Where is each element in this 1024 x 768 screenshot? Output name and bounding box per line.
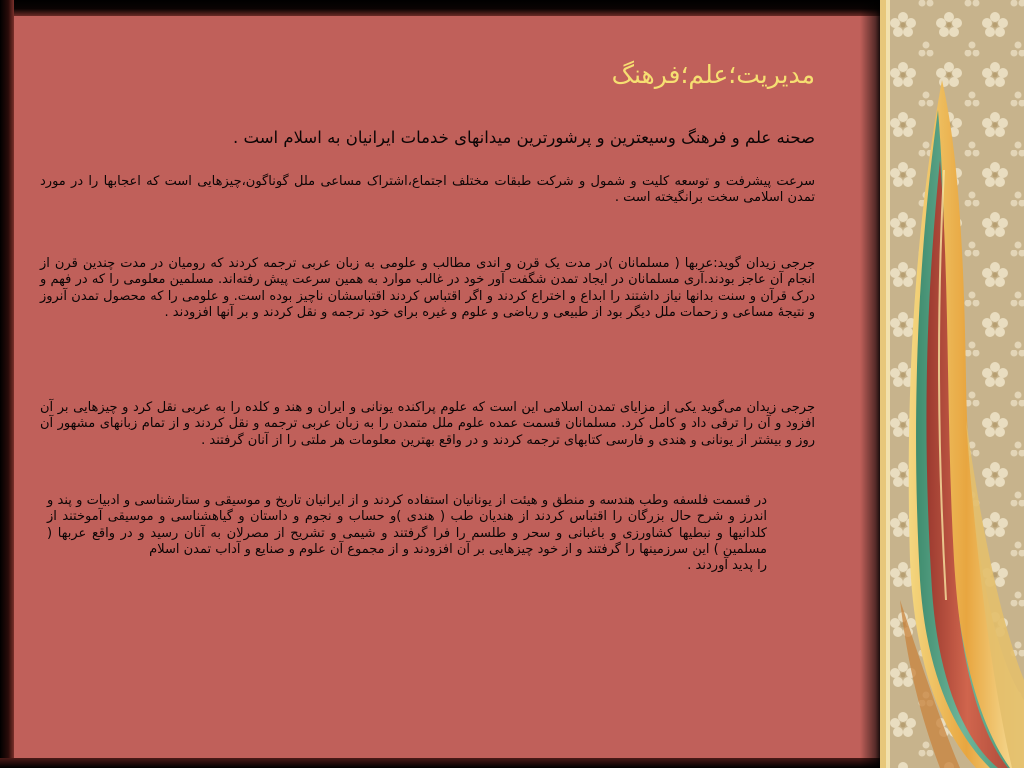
bottom-frame-border (0, 758, 880, 768)
paragraph-3: جرجی زیدان می‌گوید یکی از مزایای تمدن اسلامی این است که علوم پراکنده یونانی و ایران و هند و کلده را به عربی نقل کرد و چیزهایی بر آن افزود و آن را ترقی داد و کامل کرد. مسلمانان قسمت عمده علوم ملل متمدن را به زبان عربی ترجمه و نقل کردند و از تمام زبانهای مشهور آن روز و بیشتر از یونانی و هندی و فارسی کتابهای ترجمه کردند و در واقع بهترین معلومات هر ملتی را از آنان گرفتند . (40, 400, 815, 448)
right-frame-shadow (860, 0, 882, 768)
paragraph-1: سرعت پیشرفت و توسعه کلیت و شمول و شرکت طبقات مختلف اجتماع،اشتراک مساعی ملل گوناگون،چیزهایی است که اعجابها را در مورد تمدن اسلامی سخت برانگیخته است . (40, 174, 815, 206)
slide-title: مدیریت؛علم؛فرهنگ (611, 60, 815, 89)
paragraph-4: در قسمت فلسفه وطب هندسه و منطق و هیئت از یونانیان استفاده کردند و از ایرانیان تاریخ و موسیقی و ستارشناسی و ادبیات و پند و اندرز و شرح حال بزرگان را اقتباس کردند از هندیان طب ( هندی )و حساب و نجوم و داستان و گیاهشناسی و موسیقی آموختند از کلدانیها و نبطیها کشاورزی و باغبانی و سحر و طلسم را فرا گرفتند و شیمی و تشریح از مصرلان به آنان رسید و در واقع عربها ( مسلمین ) این سرزمینها را گرفتند و از خود چیزهایی بر آن افزودند و از مجموع آن علوم و صنایع و آداب تمدن اسلام را پدید آوردند . (47, 493, 767, 574)
decorative-side-panel (880, 0, 1024, 768)
floral-ribbon-decoration-icon (880, 0, 1024, 768)
paragraph-2: جرجی زیدان گوید:عربها ( مسلمانان )در مدت یک قرن و اندی مطالب و علومی به زبان عربی ترجمه کردند که رومیان در مدت چندین قرن از انجام آن عاجز بودند.آری مسلمانان در ایجاد تمدن شگفت آور خود در غالب موارد به همین سرعت پیش رفته‌اند. مسلمین معلومی را که در فهم و درک قرآن و سنت بدانها نیاز داشتند را ابداع و اختراع کردند و اگر اقتباس کردند اقتباسشان ناچیز بوده است. و علومی را که محصول تمدن آنروز و نتیجهٔ مساعی و زحمات ملل دیگر بود از طبیعی و ریاضی و علوم و غیره برای خود ترجمه و نقل کردند و بر آنها افزودند . (40, 256, 815, 320)
left-frame-border (0, 0, 14, 768)
top-frame-border (0, 0, 880, 16)
slide-subtitle: صحنه علم و فرهنگ وسیعترین و پرشورترین میدانهای خدمات ایرانیان به اسلام است . (233, 128, 815, 147)
